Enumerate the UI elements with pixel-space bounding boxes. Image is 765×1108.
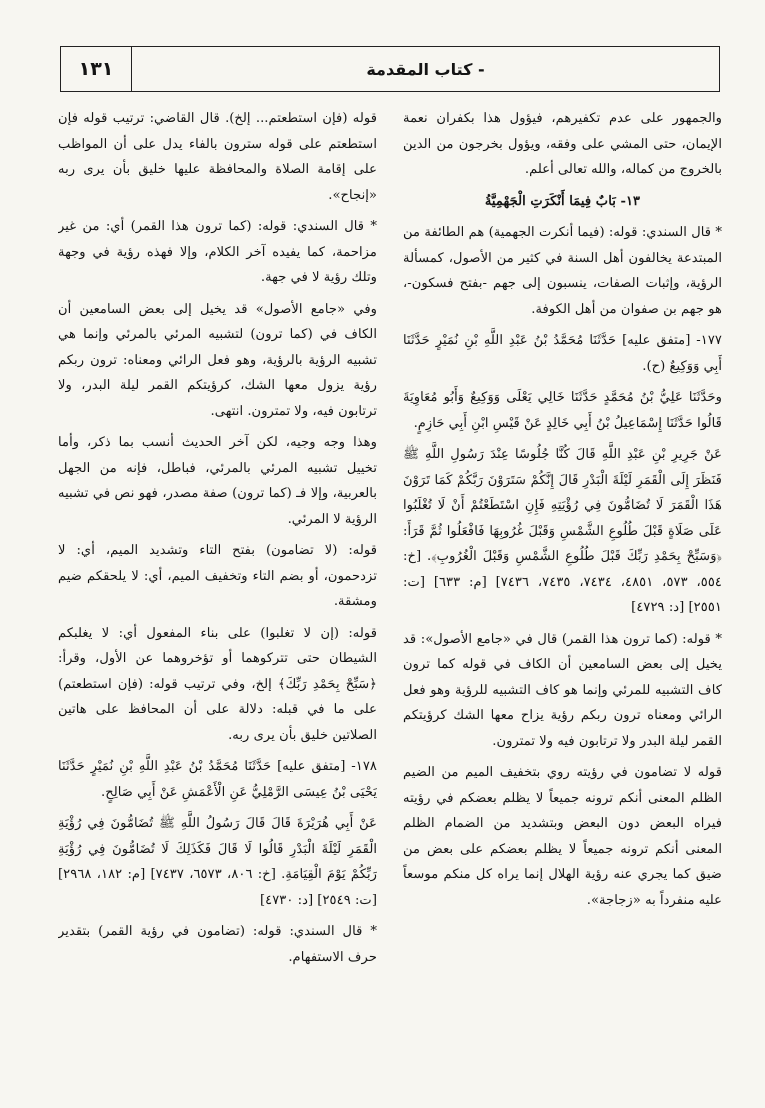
hadith-paragraph: ١٧٨- [متفق عليه] حَدَّثَنَا مُحَمَّدُ بْنُ عَبْدِ اللَّهِ بْنِ نُمَيْرٍ حَدَّثَنَا يَحْيَى بْنُ عِيسَى الرَّمْلِيُّ عَنِ الْأَعْمَشِ عَنْ أَبِي صَالِحٍ. bbox=[58, 759, 377, 800]
chapter-heading: ١٣- بَابٌ فِيمَا أَنْكَرَتِ الْجَهْمِيَّةُ bbox=[484, 193, 641, 209]
hadith-paragraph: عَنْ جَرِيرِ بْنِ عَبْدِ اللَّهِ قَالَ كُنَّا جُلُوسًا عِنْدَ رَسُولِ اللَّهِ ﷺ فَنَظَرَ إِلَى الْقَمَرِ لَيْلَةَ الْبَدْرِ قَالَ إِنَّكُمْ سَتَرَوْنَ رَبَّكُمْ كَمَا تَرَوْنَ هَذَا الْقَمَرَ لَا تُضَامُّونَ فِي رُؤْيَتِهِ فَإِنِ اسْتَطَعْتُمْ أَنْ لَا تُغْلَبُوا عَلَى صَلَاةٍ قَبْلَ طُلُوعِ الشَّمْسِ وَقَبْلَ غُرُوبِهَا فَافْعَلُوا ثُمَّ قَرَأَ: ﴿وَسَبِّحْ بِحَمْدِ رَبِّكَ قَبْلَ طُلُوعِ الشَّمْسِ وَقَبْلَ الْغُرُوبِ﴾. [خ: ٥٥٤، ٥٧٣، ٤٨٥١، ٧٤٣٤، ٧٤٣٥، ٧٤٣٦] [م: ٦٣٣] [ت: ٢٥٥١] [د: ٤٧٢٩] bbox=[403, 447, 722, 615]
commentary-paragraph: قوله لا تضامون في رؤيته روي بتخفيف الميم من الضيم الظلم المعنى أنكم ترونه جميعاً لا يظلم بعضكم في رؤيته فيراه البعض دون البعض وبتشديد من الضمام الظلم المعنى أنكم ترونه جميعاً لا يظلم بعضكم على بعض من ضيق كما يجري عنه رؤية الهلال إنما يراه كل منكم موسعاً عليه منفرداً به «زجاجة». bbox=[403, 765, 722, 908]
commentary-paragraph: والجمهور على عدم تكفيرهم، فيؤول هذا بكفران نعمة الإيمان، حتى المشي على وفقه، ويؤول بخرجون من الدين بالخروج من كماله، والله تعالى أعلم. bbox=[403, 111, 722, 177]
commentary-paragraph: * قال السندي: قوله: (تضامون في رؤية القمر) بتقدير حرف الاستفهام. bbox=[58, 924, 377, 965]
hadith-paragraph: ١٧٧- [متفق عليه] حَدَّثَنَا مُحَمَّدُ بْنُ عَبْدِ اللَّهِ بْنِ نُمَيْرٍ حَدَّثَنَا أَبِي وَوَكِيعٌ (ح). bbox=[403, 333, 722, 374]
commentary-paragraph: وهذا وجه وجيه، لكن آخر الحديث أنسب بما ذكر، وأما تخييل تشبيه المرئي بالمرئي، فباطل، فإنه من الجهل بالعربية، وإلا فـ (كما ترون) صفة مصدر، فهو نص في تشبيه الرؤية لا المرئي. bbox=[58, 435, 377, 527]
hadith-paragraph: وحَدَّثَنَا عَلِيُّ بْنُ مُحَمَّدٍ حَدَّثَنَا خَالِي يَعْلَى وَوَكِيعٌ وَأَبُو مُعَاوِيَةَ قَالُوا حَدَّثَنَا إِسْمَاعِيلُ بْنُ أَبِي خَالِدٍ عَنْ قَيْسِ ابْنِ أَبِي حَازِمٍ. bbox=[403, 390, 722, 431]
commentary-paragraph: قوله: (لا تضامون) بفتح التاء وتشديد الميم، أي: لا تزدحمون، أو بضم التاء وتخفيف الميم، أي: لا يلحقكم ضيم ومشقة. bbox=[58, 543, 377, 609]
commentary-paragraph: وفي «جامع الأصول» قد يخيل إلى بعض السامعين أن الكاف في (كما ترون) لتشبيه المرئي بالمرئي وإنما هي تشبيه الرؤية بالرؤية، وهو فعل الرائي ومعناه: ترون ربكم رؤية يزول معها الشك، كرؤيتكم القمر ليلة البدر، ولا ترتابون فيه، ولا تمترون. انتهى. bbox=[58, 301, 377, 419]
commentary-paragraph: قوله (فإن استطعتم... إلخ). قال القاضي: ترتيب قوله فإن استطعتم على قوله سترون بالفاء يدل على أن المواظب على إقامة الصلاة والمحافظة عليها خليق بأن يرى ربه «إنجاح». bbox=[58, 111, 377, 203]
left-column bbox=[58, 106, 377, 1091]
page-header bbox=[60, 46, 720, 92]
commentary-paragraph: * قوله: (كما ترون هذا القمر) قال في «جامع الأصول»: قد يخيل إلى بعض السامعين أن الكاف في قوله كما ترون كاف التشبيه للمرئي وإنما هو كاف التشبيه للرؤية وهو فعل الرائي ومعناه ترون ربكم رؤية يزاح معها الشك كرؤيتكم القمر ليلة البدر ولا ترتابون فيه ولا تمترون. bbox=[403, 631, 722, 749]
hadith-paragraph: عَنْ أَبِي هُرَيْرَةَ قَالَ قَالَ رَسُولُ اللَّهِ ﷺ تُضَامُّونَ فِي رُؤْيَةِ الْقَمَرِ لَيْلَةَ الْبَدْرِ قَالُوا لَا قَالَ فَكَذَلِكَ لَا تُضَامُّونَ فِي رُؤْيَةِ رَبِّكُمْ يَوْمَ الْقِيَامَةِ. [خ: ٨٠٦، ٦٥٧٣، ٧٤٣٧] [م: ١٨٢، ٢٩٦٨] [ت: ٢٥٤٩] [د: ٤٧٣٠] bbox=[58, 816, 377, 908]
book-section-title: - كتاب المقدمة bbox=[366, 59, 485, 79]
commentary-paragraph: * قال السندي: قوله: (كما ترون هذا القمر) أي: من غير مزاحمة، كما يفيده آخر الكلام، وإلا فهذه رؤية في وجهة وتلك رؤية لا في جهة. bbox=[58, 219, 377, 285]
right-column bbox=[403, 106, 722, 1091]
page-number: ١٣١ bbox=[61, 47, 132, 91]
commentary-paragraph: قوله: (إن لا تغلبوا) على بناء المفعول أي: لا يغلبكم الشيطان حتى تتركوهما أو تؤخروهما عن الأول، وقرأ: ﴿سَبِّحْ بِحَمْدِ رَبِّكَ﴾ إلخ، وفي ترتيب قوله: (فإن استطعتم) على ما في قبله: دلالة على أن المحافظ على هاتين الصلاتين خليق بأن يرى ربه. bbox=[58, 625, 377, 743]
text-columns bbox=[58, 106, 722, 1091]
commentary-paragraph: * قال السندي: قوله: (فيما أنكرت الجهمية) هم الطائفة من المبتدعة يخالفون أهل السنة في كثير من الأصول، كمسألة الرؤية، وإثبات الصفات، ينسبون إلى جهم -بفتح فسكون-، هو جهم بن صفوان من أهل الكوفة. bbox=[403, 225, 722, 317]
